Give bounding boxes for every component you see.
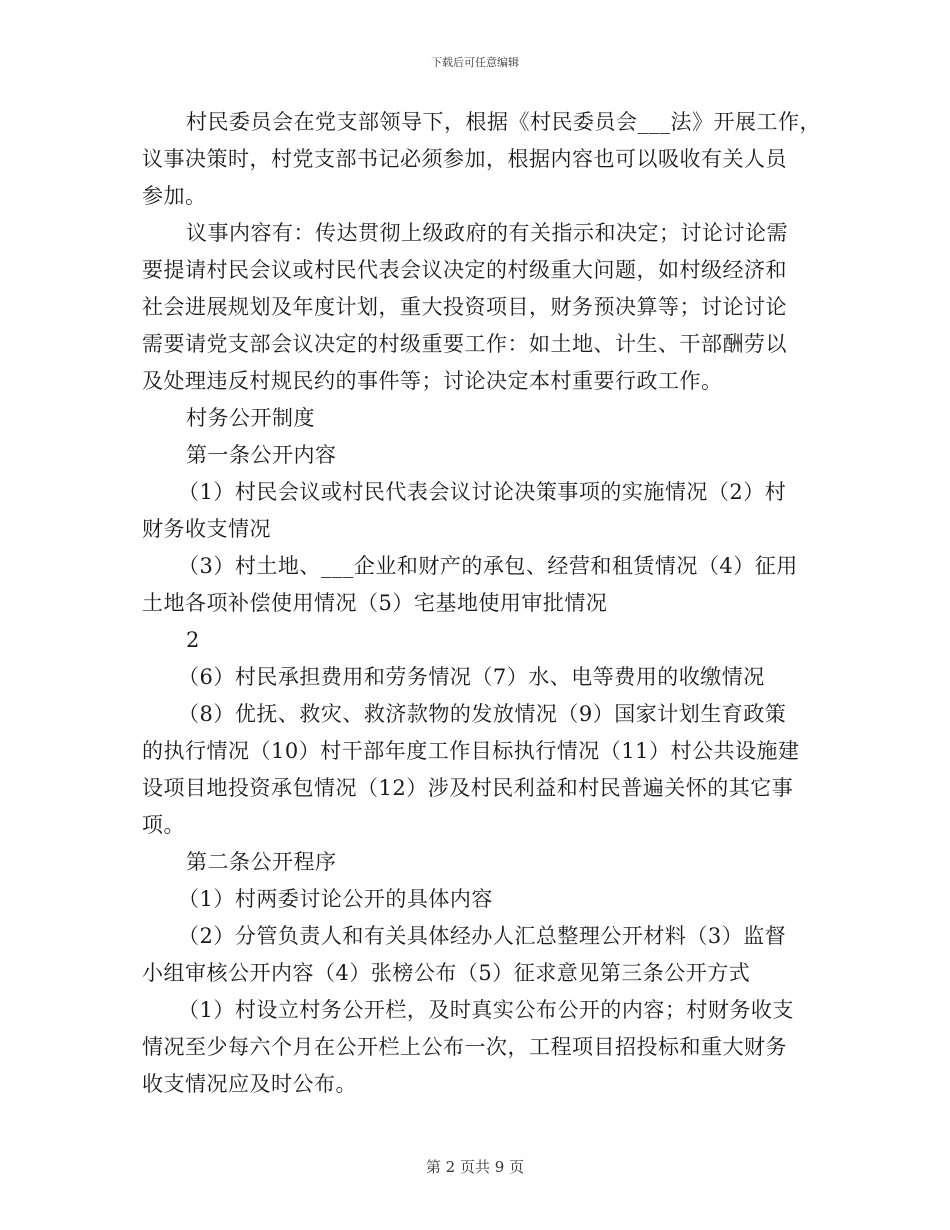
text-line: 社会进展规划及年度计划，重大投资项目，财务预决算等；讨论讨论 [142,295,787,319]
text-line: 土地各项补偿使用情况（5）宅基地使用审批情况 [142,591,608,615]
text-line: 情况至少每六个月在公开栏上公布一次，工程项目招投标和重大财务 [142,1035,787,1059]
text-line: 要提请村民会议或村民代表会议决定的村级重大问题，如村级经济和 [142,258,787,282]
text-line: 需要请党支部会议决定的村级重要工作：如土地、计生、干部酬劳以 [142,332,787,356]
page-number: 第 2 页共 9 页 [425,1158,525,1176]
text-line: 第一条公开内容 [186,443,337,467]
text-line: 的执行情况（10）村干部年度工作目标执行情况（11）村公共设施建 [142,739,800,763]
text-line: （2）分管负责人和有关具体经办人汇总整理公开材料（3）监督 [178,924,787,948]
text-line: 议事决策时，村党支部书记必须参加，根据内容也可以吸收有关人员 [142,147,787,171]
text-line: （1）村两委讨论公开的具体内容 [178,887,493,911]
text-line: （1）村设立村务公开栏，及时真实公布公开的内容；村财务收支 [178,998,794,1022]
text-line: 参加。 [142,184,207,208]
text-line: （1）村民会议或村民代表会议讨论决策事项的实施情况（2）村 [178,480,787,504]
text-line: 设项目地投资承包情况（12）涉及村民利益和村民普遍关怀的其它事 [142,776,794,800]
text-line: 第二条公开程序 [186,850,337,874]
text-line: 项。 [142,813,185,837]
text-line: 小组审核公开内容（4）张榜公布（5）征求意见第三条公开方式 [142,961,751,985]
text-line: 村民委员会在党支部领导下，根据《村民委员会___法》开展工作， [186,110,821,134]
text-line: 收支情况应及时公布。 [142,1072,357,1096]
document-body [142,104,821,1103]
text-line: 财务收支情况 [142,517,271,541]
text-line: （8）优抚、救灾、救济款物的发放情况（9）国家计划生育政策 [178,702,787,726]
text-line: 村务公开制度 [186,406,315,430]
text-line: （3）村土地、___企业和财产的承包、经营和租赁情况（4）征用 [178,554,798,578]
text-line: 议事内容有：传达贯彻上级政府的有关指示和决定；讨论讨论需 [186,221,788,245]
text-line: （6）村民承担费用和劳务情况（7）水、电等费用的收缴情况 [178,665,765,689]
page-header-note: 下载后可任意编辑 [431,56,519,69]
text-line: 2 [186,628,200,652]
text-line: 及处理违反村规民约的事件等；讨论决定本村重要行政工作。 [142,369,723,393]
